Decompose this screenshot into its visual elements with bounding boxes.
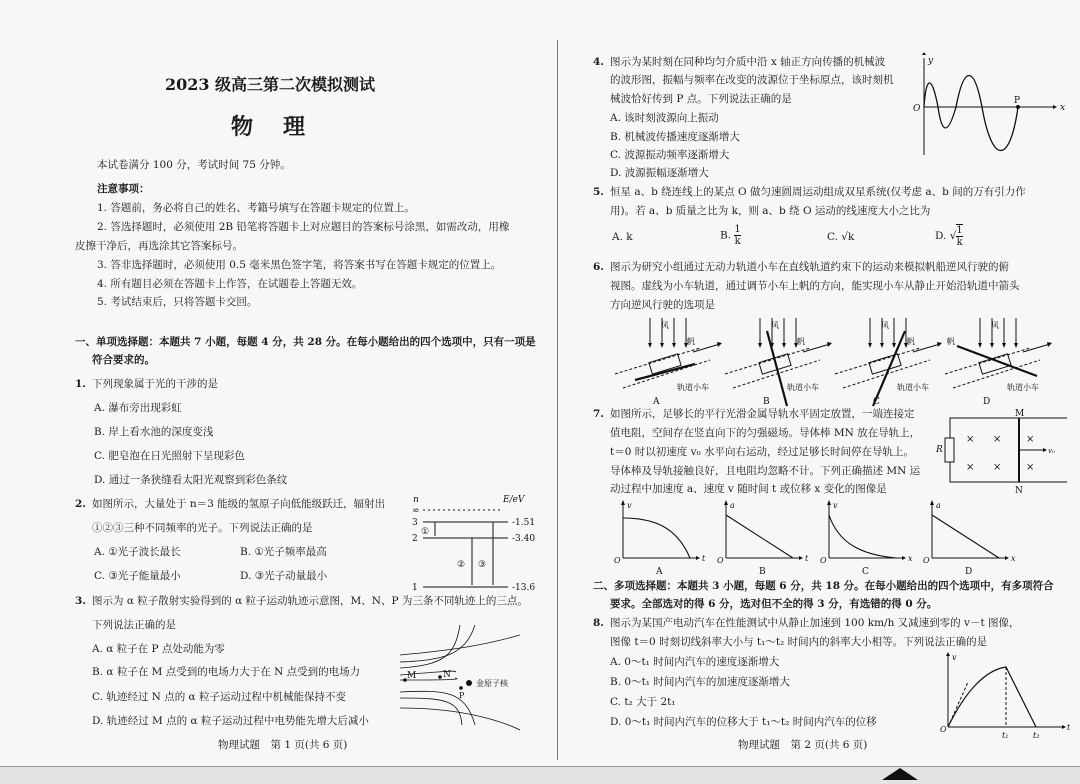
page-footer: 物理试题 第 2 页(共 6 页) (738, 739, 868, 751)
waveform-diagram (910, 55, 1066, 155)
question-stem: 的波形图，振幅与频率在改变的波源位于坐标原点，该时刻机 (610, 74, 894, 86)
origin-label: O (940, 725, 947, 734)
origin-label: O (717, 556, 724, 565)
y-axis-label: a (936, 501, 941, 510)
option: C. 轨迹经过 N 点的 α 粒子运动过程中机械能保持不变 (92, 691, 346, 703)
x-axis-label: x (908, 554, 913, 563)
option: B. ①光子频率最高 (240, 546, 327, 558)
sail-label: 帆 (687, 337, 695, 346)
field-mark: × (966, 462, 975, 473)
page-footer: 物理试题 第 1 页(共 6 页) (218, 739, 348, 751)
graph-option (614, 500, 706, 577)
origin-label: O (913, 104, 921, 114)
label-m: M (1015, 409, 1025, 419)
option: D. 0～t₁ 时间内汽车的位移大于 t₁～t₂ 时间内汽车的位移 (610, 716, 877, 728)
graph-curve (726, 515, 793, 558)
notice-title: 注意事项： (97, 183, 150, 195)
option: C. √k (827, 231, 855, 243)
level-number: 3 (412, 518, 418, 528)
wave-curve (924, 76, 1021, 151)
option: A. 瀑布旁出现彩虹 (94, 402, 182, 414)
option: A. 0～t₁ 时间内汽车的速度逐渐增大 (610, 656, 780, 668)
fraction (734, 224, 740, 247)
option: A. 该时刻波源向上振动 (610, 112, 719, 124)
graph-option (820, 500, 913, 577)
arrow-label: ③ (478, 560, 487, 570)
resistor (945, 438, 954, 462)
section-heading: 一、单项选择题：本题共 7 小题，每题 4 分，共 28 分。在每小题给出的四个选项中，只有一项是 (75, 336, 536, 348)
question-stem: 值电阻，空间存在竖直向下的匀强磁场。导体棒 MN 放在导轨上， (610, 427, 921, 439)
scan-bottom-band (0, 766, 1080, 784)
question-number: 7. (593, 408, 604, 420)
x-axis-label: t (1067, 723, 1071, 732)
x-axis-label: t (805, 554, 809, 563)
notice-item: 4. 所有题目必须在答题卡上作答，在试题卷上答题无效。 (97, 278, 363, 290)
graph-label: B (759, 567, 766, 577)
question-stem: 图示为某国产电动汽车在性能测试中从静止加速到 100 km/h 又减速到零的 v－t 图像， (610, 617, 1020, 629)
point-p-label: P (459, 691, 465, 700)
label-v0: v₀ (1048, 447, 1055, 455)
option (935, 224, 963, 248)
option: D. ③光子动量最小 (240, 570, 328, 582)
question-stem: 恒星 a、b 绕连线上的某点 O 做匀速圆周运动组成双星系统(仅考虑 a、b 间的万有引力作 (610, 186, 1026, 198)
option (720, 224, 741, 247)
denominator: k (734, 236, 741, 247)
option-label: B. (720, 229, 732, 242)
question-number: 8. (593, 617, 604, 629)
graph-option (717, 500, 809, 577)
field-mark: × (993, 434, 1002, 445)
question-stem: 导体棒及导轨接触良好，且电阻均忽略不计。下列正确描述 MN 运 (610, 465, 921, 477)
y-axis-label: a (730, 501, 735, 510)
rail-circuit-diagram (935, 410, 1070, 495)
numerator: 1 (956, 225, 963, 236)
question-stem: 下列现象属于光的干涉的是 (92, 378, 218, 390)
exam-header: 2023 级高三第二次模拟测试 (164, 75, 376, 94)
question-stem: ①②③三种不同频率的光子。下列说法正确的是 (92, 522, 313, 534)
sail (957, 346, 1037, 376)
nucleus-label: 金原子核 (476, 679, 508, 688)
y-axis-label: v (833, 501, 838, 510)
cart-label: 轨道小车 (677, 383, 709, 392)
motion-graphs (610, 500, 1050, 580)
label-r: R (936, 445, 943, 455)
question-stem: t＝0 时以初速度 v₀ 水平向右运动，经过足够长时间停在导轨上。 (610, 446, 915, 458)
option: D. 通过一条狭缝看太阳光观察到彩色条纹 (94, 474, 288, 486)
option: C. ③光子能量最小 (94, 570, 181, 582)
graph-curve (932, 515, 999, 558)
option: D. 波源振幅逐渐增大 (610, 167, 709, 179)
alpha-scattering-diagram (395, 630, 525, 730)
wind-label: 风 (881, 321, 889, 330)
option: A. ①光子波长最长 (94, 546, 181, 558)
option: C. 波源振动频率逐渐增大 (610, 149, 730, 161)
question-stem: 图示为某时刻在同种均匀介质中沿 x 轴正方向传播的机械波 (610, 56, 886, 68)
sail (635, 364, 695, 380)
notice-item: 皮擦干净后，再选涂其它答案标号。 (75, 240, 243, 252)
sail-cart-option (615, 318, 722, 407)
option: C. 肥皂泡在日光照射下呈现彩色 (94, 450, 245, 462)
field-mark: × (1026, 434, 1035, 445)
intro-text: 本试卷满分 100 分，考试时间 75 分钟。 (97, 159, 291, 171)
cart-label: 轨道小车 (787, 383, 819, 392)
x-axis-label: x (1060, 103, 1066, 113)
wind-label: 风 (991, 321, 999, 330)
sail-label: 帆 (797, 337, 805, 346)
t1-label: t₁ (1002, 731, 1009, 740)
triangle-icon (882, 768, 918, 780)
sail-cart-option (945, 318, 1052, 407)
energy-label: E/eV (503, 495, 525, 505)
sail (873, 331, 905, 406)
graph-label: C (862, 567, 869, 577)
y-axis-label: v (627, 501, 632, 510)
field-mark: × (966, 434, 975, 445)
notice-item: 5. 考试结束后，只将答题卡交回。 (97, 296, 258, 308)
notice-item: 1. 答题前，务必将自己的姓名、考籍号填写在答题卡规定的位置上。 (97, 202, 415, 214)
wind-label: 风 (771, 321, 779, 330)
graph-option (923, 500, 1016, 577)
option: D. 轨迹经过 M 点的 α 粒子运动过程中电势能先增大后减小 (92, 715, 369, 727)
graph-curve (829, 515, 896, 558)
question-stem: 下列说法正确的是 (92, 619, 176, 631)
tangent-line (948, 682, 968, 727)
arrow-label: ② (457, 560, 466, 570)
x-axis-label: t (702, 554, 706, 563)
point-m-label: M (407, 671, 417, 681)
question-number: 1. (75, 378, 86, 390)
wind-label: 风 (661, 321, 669, 330)
section-heading: 二、多项选择题：本题共 3 小题，每题 6 分，共 18 分。在每小题给出的四个选项中，有多项符合 (593, 580, 1054, 592)
option: B. 0～t₁ 时间内汽车的加速度逐渐增大 (610, 676, 790, 688)
point-n-label: N (443, 670, 451, 680)
sail-label: 帆 (907, 337, 915, 346)
numerator: 1 (734, 224, 741, 235)
question-number: 5. (593, 186, 604, 198)
question-number: 3. (75, 595, 86, 607)
cart-label: 轨道小车 (1007, 383, 1039, 392)
question-stem: 图像 t＝0 时刻切线斜率大小与 t₁～t₂ 时间内的斜率大小相等。下列说法正确的是 (610, 636, 988, 648)
question-number: 4. (593, 56, 604, 68)
option-label: B (763, 397, 770, 407)
graph-curve (623, 518, 690, 558)
energy-value: -3.40 (512, 534, 536, 544)
notice-item: 2. 答选择题时，必须使用 2B 铅笔将答题卡上对应题目的答案标号涂黑，如需改动，用橡 (97, 221, 510, 233)
gold-nucleus-icon (466, 680, 472, 686)
option: C. t₂ 大于 2t₁ (610, 696, 676, 708)
question-number: 6. (593, 261, 604, 273)
arrow-label: ① (421, 527, 430, 537)
origin-label: O (923, 556, 930, 565)
field-mark: × (1026, 462, 1035, 473)
option: B. α 粒子在 M 点受到的电场力大于在 N 点受到的电场力 (92, 666, 361, 678)
energy-value: -13.6 (512, 583, 536, 593)
option: A. k (612, 231, 633, 243)
x-axis-label: x (1011, 554, 1016, 563)
question-stem: 如图所示，足够长的平行光滑金属导轨水平固定放置，一端连接定 (610, 408, 915, 420)
section-heading: 要求。全部选对的得 6 分，选对但不全的得 3 分，有选错的得 0 分。 (610, 598, 938, 610)
sail-cart-options (605, 314, 1055, 406)
question-stem: 械波恰好传到 P 点。下列说法正确的是 (610, 93, 792, 105)
question-number: 2. (75, 498, 86, 510)
option-label: C (873, 397, 880, 407)
graph-label: D (965, 567, 973, 577)
y-axis-label: v (952, 653, 957, 662)
option: B. 岸上看水池的深度变浅 (94, 426, 214, 438)
velocity-time-graph (940, 652, 1070, 742)
notice-item: 3. 答非选择题时，必须使用 0.5 毫米黑色签字笔，将答案书写在答题卡规定的位置上。 (97, 259, 502, 271)
point-p-label: P (1014, 96, 1021, 106)
energy-value: -1.51 (512, 518, 536, 528)
question-stem: 图示为研究小组通过无动力轨道小车在直线轨道约束下的运动来模拟帆船逆风行驶的俯 (610, 261, 1009, 273)
question-stem: 用)。若 a、b 质量之比为 k，则 a、b 绕 O 运动的线速度大小之比为 (610, 205, 931, 217)
fraction (956, 224, 962, 248)
question-stem: 视图。虚线为小车轨道，通过调节小车上帆的方向，能实现小车从静止开始沿轨道中箭头 (610, 280, 1020, 292)
question-stem: 方向逆风行驶的选项是 (610, 299, 715, 311)
level-number: 2 (412, 534, 418, 544)
question-stem: 图示为 α 粒子散射实验得到的 α 粒子运动轨迹示意图，M、N、P 为三条不同轨迹上的三点。 (92, 595, 528, 607)
y-axis-label: y (928, 56, 934, 66)
sail-cart-option (835, 318, 942, 407)
infinity-label: ∞ (412, 506, 420, 516)
section-heading: 符合要求的。 (92, 354, 155, 366)
subject-title: 物 理 (230, 114, 309, 140)
question-stem: 动过程中加速度 a、速度 v 随时间 t 或位移 x 变化的图像是 (610, 483, 887, 495)
denominator: k (956, 237, 963, 248)
field-mark: × (993, 462, 1002, 473)
t2-label: t₂ (1033, 731, 1040, 740)
option: A. α 粒子在 P 点处动能为零 (92, 643, 225, 655)
question-stem: 如图所示，大量处于 n＝3 能级的氢原子向低能级跃迁，辐射出 (92, 498, 386, 510)
label-n: N (1015, 486, 1023, 496)
origin-label: O (614, 556, 621, 565)
option-label: A (653, 397, 660, 407)
cart-label: 轨道小车 (897, 383, 929, 392)
option-label: D. √ (935, 230, 957, 242)
graph-label: A (656, 567, 663, 577)
sail-label: 帆 (947, 337, 955, 346)
page-divider (557, 40, 558, 760)
option: B. 机械波传播速度逐渐增大 (610, 131, 740, 143)
n-label: n (413, 495, 419, 505)
level-number: 1 (412, 583, 418, 593)
origin-label: O (820, 556, 827, 565)
sail-cart-option (725, 318, 832, 407)
option-label: D (983, 397, 991, 407)
energy-level-diagram (405, 490, 555, 595)
